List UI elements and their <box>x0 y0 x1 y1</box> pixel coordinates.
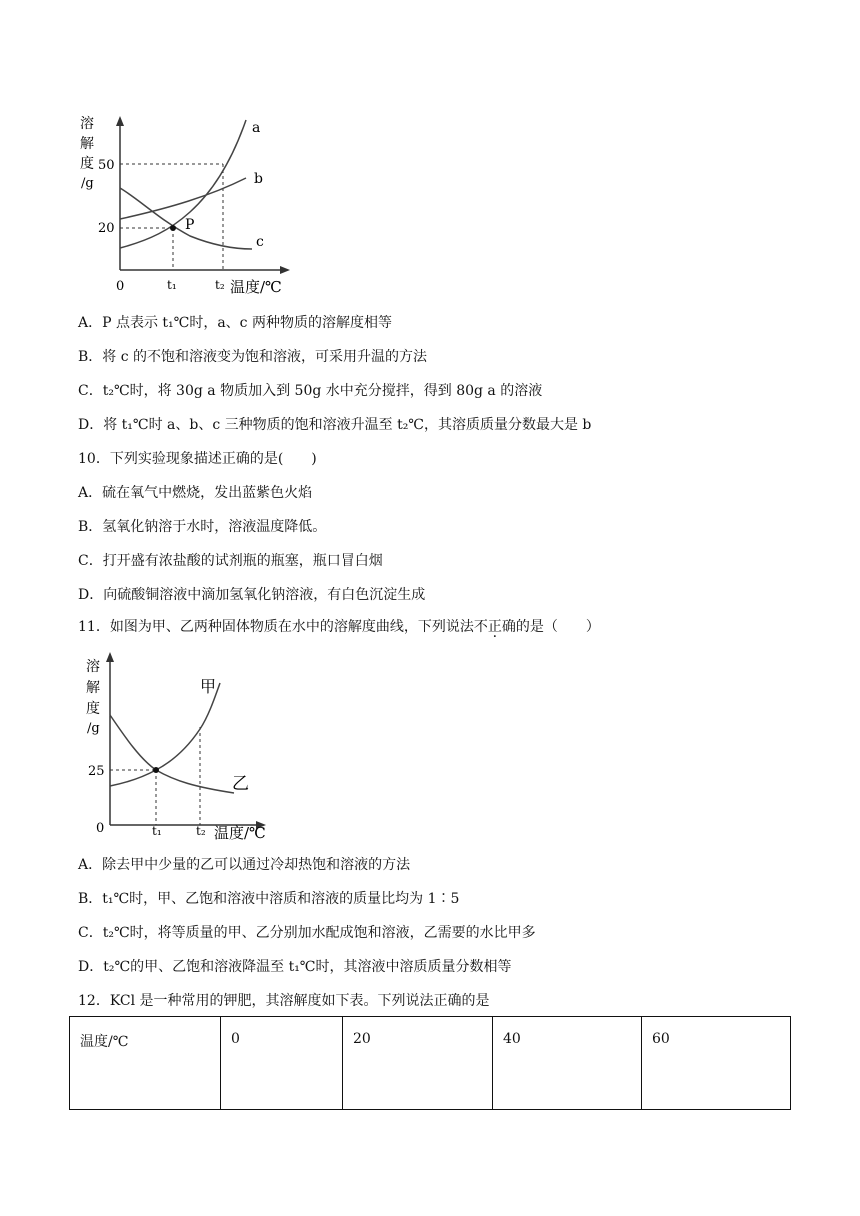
y-tick-25: 25 <box>88 764 105 779</box>
x-tick-t2: t₂ <box>196 824 206 838</box>
x-label: 温度/℃ <box>230 278 282 296</box>
x-tick-t1: t₁ <box>167 278 177 292</box>
x-label: 温度/℃ <box>214 824 266 842</box>
y-label-char: 度 <box>86 701 100 717</box>
origin-label: 0 <box>116 279 125 294</box>
curve-a <box>120 120 246 248</box>
q9-option-a: A．P 点表示 t₁℃时，a、c 两种物质的溶解度相等 <box>78 315 392 331</box>
q10-option-a: A．硫在氧气中燃烧，发出蓝紫色火焰 <box>78 485 313 501</box>
point-p <box>170 225 176 231</box>
q10-option-d: D．向硫酸铜溶液中滴加氢氧化钠溶液，有白色沉淀生成 <box>78 587 426 603</box>
table-cell: 0 <box>221 1017 343 1110</box>
table-cell-temperature: 温度/℃ <box>70 1017 221 1110</box>
q10-stem: 10．下列实验现象描述正确的是( ) <box>78 451 317 467</box>
solubility-graph-1 <box>70 108 370 298</box>
q11-stem-pre: 11．如图为甲、乙两种固体物质在水中的溶解度曲线，下列说法 <box>78 619 474 635</box>
curve-b <box>120 178 246 219</box>
y-axis-arrow <box>106 652 114 662</box>
origin-label: 0 <box>96 821 105 836</box>
curve-jia-label: 甲 <box>200 677 217 696</box>
curve-yi-label: 乙 <box>232 774 249 794</box>
y-tick-20: 20 <box>98 221 115 236</box>
y-label-char: 解 <box>86 680 100 696</box>
intersection-point <box>153 767 159 773</box>
solubility-graph-2 <box>80 645 300 845</box>
q11-stem-post: 的是（ ） <box>515 619 600 635</box>
table-cell: 60 <box>642 1017 791 1110</box>
kcl-solubility-table <box>69 1016 791 1110</box>
curve-jia <box>110 683 220 786</box>
table-cell: 40 <box>493 1017 642 1110</box>
q11-option-b: B．t₁℃时，甲、乙饱和溶液中溶质和溶液的质量比均为 1∶5 <box>78 891 460 907</box>
point-p-label: P <box>185 217 195 233</box>
y-axis-arrow <box>116 116 124 126</box>
curve-a-label: a <box>252 120 261 136</box>
q11-option-c: C．t₂℃时，将等质量的甲、乙分别加水配成饱和溶液，乙需要的水比甲多 <box>78 925 536 941</box>
q10-option-b: B．氢氧化钠溶于水时，溶液温度降低。 <box>78 519 327 535</box>
q9-option-d: D．将 t₁℃时 a、b、c 三种物质的饱和溶液升温至 t₂℃，其溶质质量分数最大是 b <box>78 417 592 433</box>
x-axis-arrow <box>280 266 290 274</box>
y-unit: /g <box>81 176 94 191</box>
y-label-char: 解 <box>80 136 94 152</box>
table-cell: 20 <box>343 1017 493 1110</box>
curve-b-label: b <box>254 171 263 187</box>
q10-option-c: C．打开盛有浓盐酸的试剂瓶的瓶塞，瓶口冒白烟 <box>78 553 383 569</box>
q11-stem-emphasis: 不正确 <box>473 619 516 635</box>
q9-option-b: B．将 c 的不饱和溶液变为饱和溶液，可采用升温的方法 <box>78 349 428 365</box>
y-label-char: 度 <box>80 156 94 172</box>
x-tick-t1: t₁ <box>152 824 162 838</box>
y-unit: /g <box>87 721 100 736</box>
table-row <box>70 1017 791 1110</box>
q9-option-c: C．t₂℃时，将 30g a 物质加入到 50g 水中充分搅拌，得到 80g a 的溶液 <box>78 383 543 399</box>
y-tick-50: 50 <box>98 158 115 173</box>
q12-stem: 12．KCl 是一种常用的钾肥，其溶解度如下表。下列说法正确的是 <box>78 993 490 1009</box>
q11-stem <box>78 617 600 637</box>
y-label-char: 溶 <box>86 659 100 675</box>
x-tick-t2: t₂ <box>215 278 225 292</box>
y-label-char: 溶 <box>80 116 94 132</box>
curve-c-label: c <box>256 234 264 250</box>
q11-option-a: A．除去甲中少量的乙可以通过冷却热饱和溶液的方法 <box>78 857 411 873</box>
q11-option-d: D．t₂℃的甲、乙饱和溶液降温至 t₁℃时，其溶液中溶质质量分数相等 <box>78 959 512 975</box>
